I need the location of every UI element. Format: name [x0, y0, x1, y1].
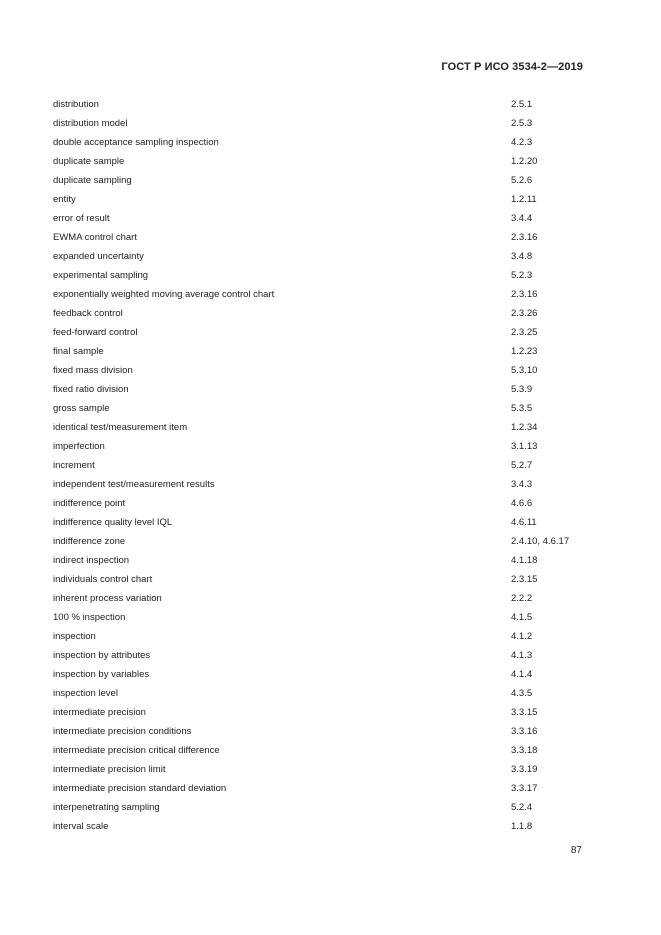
index-entry [53, 381, 593, 400]
index-term: increment [53, 460, 95, 471]
index-entry [53, 495, 593, 514]
index-term: EWMA control chart [53, 232, 137, 243]
index-reference: 5.2.3 [511, 270, 533, 281]
index-entry [53, 419, 593, 438]
page-number: 87 [570, 845, 582, 856]
index-reference: 4.6.6 [511, 498, 533, 509]
index-list [53, 96, 593, 837]
index-entry [53, 267, 593, 286]
index-reference: 3.4.3 [511, 479, 533, 490]
index-reference: 5.2.7 [511, 460, 533, 471]
index-term: indifference zone [53, 536, 126, 547]
index-entry [53, 153, 593, 172]
index-term: exponentially weighted moving average control chart [53, 289, 275, 300]
index-reference: 4.2.3 [511, 137, 533, 148]
index-reference: 3.3.18 [511, 745, 538, 756]
index-term: experimental sampling [53, 270, 149, 281]
index-reference: 4.6.11 [511, 517, 537, 528]
index-reference: 2.3.16 [511, 289, 538, 300]
index-reference: 2.3.16 [511, 232, 538, 243]
index-term: double acceptance sampling inspection [53, 137, 219, 148]
index-term: individuals control chart [53, 574, 153, 585]
index-term: final sample [53, 346, 104, 357]
index-reference: 1.2.20 [511, 156, 538, 167]
index-term: expanded uncertainty [53, 251, 144, 262]
index-reference: 5.2.4 [511, 802, 533, 813]
index-entry [53, 343, 593, 362]
index-term: fixed mass division [53, 365, 133, 376]
index-reference: 3.4.4 [511, 213, 533, 224]
index-entry [53, 172, 593, 191]
index-term: intermediate precision [53, 707, 146, 718]
index-reference: 2.5.3 [511, 118, 533, 129]
index-term: inspection level [53, 688, 118, 699]
index-reference: 1.1.8 [511, 821, 533, 832]
index-term: independent test/measurement results [53, 479, 215, 490]
index-reference: 3.3.16 [511, 726, 538, 737]
index-reference: 1.2.11 [511, 194, 537, 205]
index-reference: 4.1.4 [511, 669, 533, 680]
index-reference: 2.4.10, 4.6.17 [511, 536, 570, 547]
index-reference: 5.3.9 [511, 384, 533, 395]
index-term: distribution [53, 99, 99, 110]
index-entry [53, 229, 593, 248]
index-term: fixed ratio division [53, 384, 129, 395]
index-term: indifference point [53, 498, 126, 509]
index-term: 100 % inspection [53, 612, 126, 623]
index-reference: 3.3.15 [511, 707, 538, 718]
index-entry [53, 685, 593, 704]
index-entry [53, 799, 593, 818]
index-entry [53, 400, 593, 419]
index-term: interpenetrating sampling [53, 802, 160, 813]
index-reference: 4.1.2 [511, 631, 533, 642]
index-term: intermediate precision standard deviation [53, 783, 227, 794]
index-entry [53, 571, 593, 590]
index-reference: 4.1.18 [511, 555, 538, 566]
index-reference: 4.3.5 [511, 688, 533, 699]
index-reference: 1.2.23 [511, 346, 538, 357]
index-term: feed-forward control [53, 327, 138, 338]
index-reference: 4.1.3 [511, 650, 533, 661]
index-entry [53, 818, 593, 837]
index-term: intermediate precision conditions [53, 726, 192, 737]
index-entry [53, 590, 593, 609]
index-term: gross sample [53, 403, 110, 414]
index-entry [53, 552, 593, 571]
index-term: distribution model [53, 118, 128, 129]
index-entry [53, 723, 593, 742]
standard-code: ГОСТ Р ИСО 3534-2—2019 [441, 61, 583, 73]
index-entry [53, 362, 593, 381]
index-entry [53, 286, 593, 305]
index-term: inherent process variation [53, 593, 162, 604]
index-term: intermediate precision critical difference [53, 745, 220, 756]
index-entry [53, 115, 593, 134]
index-entry [53, 666, 593, 685]
index-term: intermediate precision limit [53, 764, 166, 775]
index-term: feedback control [53, 308, 123, 319]
index-reference: 2.3.26 [511, 308, 538, 319]
index-term: entity [53, 194, 76, 205]
index-entry [53, 248, 593, 267]
index-reference: 1.2.34 [511, 422, 538, 433]
index-term: imperfection [53, 441, 105, 452]
index-reference: 3.1.13 [511, 441, 538, 452]
index-entry [53, 305, 593, 324]
index-reference: 3.3.17 [511, 783, 538, 794]
index-entry [53, 324, 593, 343]
index-entry [53, 780, 593, 799]
index-entry [53, 210, 593, 229]
index-reference: 2.3.15 [511, 574, 538, 585]
index-term: indifference quality level IQL [53, 517, 173, 528]
index-entry [53, 647, 593, 666]
index-entry [53, 704, 593, 723]
index-term: inspection by attributes [53, 650, 151, 661]
index-entry [53, 191, 593, 210]
index-entry [53, 742, 593, 761]
index-term: inspection [53, 631, 96, 642]
index-term: duplicate sampling [53, 175, 132, 186]
index-term: inspection by variables [53, 669, 150, 680]
index-reference: 3.3.19 [511, 764, 538, 775]
index-entry [53, 533, 593, 552]
index-entry [53, 134, 593, 153]
index-reference: 4.1.5 [511, 612, 533, 623]
index-reference: 5.2.6 [511, 175, 533, 186]
index-entry [53, 514, 593, 533]
index-entry [53, 476, 593, 495]
index-entry [53, 457, 593, 476]
index-term: indirect inspection [53, 555, 130, 566]
index-entry [53, 609, 593, 628]
index-reference: 5.3.10 [511, 365, 538, 376]
index-term: duplicate sample [53, 156, 125, 167]
index-reference: 5.3.5 [511, 403, 533, 414]
index-reference: 3.4.8 [511, 251, 533, 262]
index-term: identical test/measurement item [53, 422, 188, 433]
index-reference: 2.3.25 [511, 327, 538, 338]
index-entry [53, 438, 593, 457]
index-entry [53, 628, 593, 647]
index-entry [53, 96, 593, 115]
index-term: interval scale [53, 821, 109, 832]
index-reference: 2.5.1 [511, 99, 533, 110]
index-entry [53, 761, 593, 780]
index-reference: 2.2.2 [511, 593, 533, 604]
index-term: error of result [53, 213, 110, 224]
document-header [441, 61, 583, 73]
